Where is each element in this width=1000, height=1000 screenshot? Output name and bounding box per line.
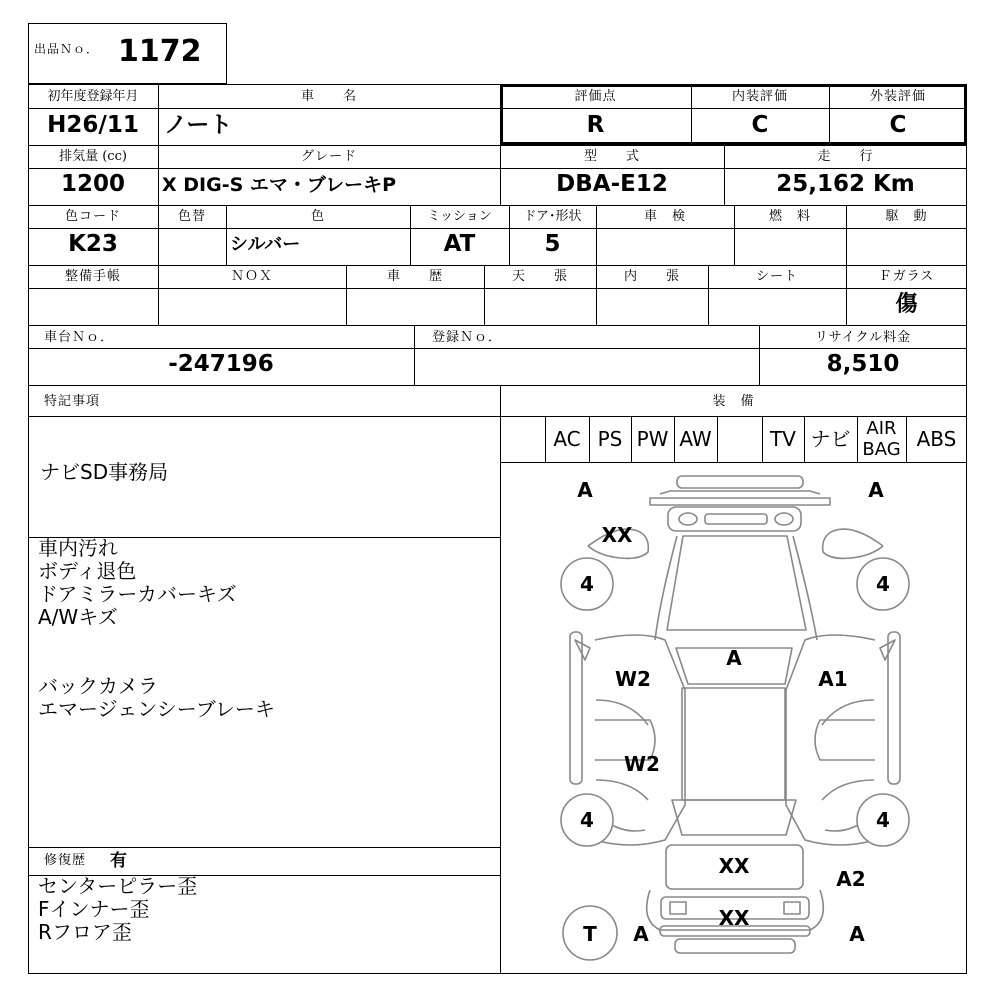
score-label: 評価点 [574,89,617,104]
history-label: 車 歴 [386,269,443,284]
equip-ac: AC [553,427,581,451]
mark-front-right-corner: A [868,478,884,502]
model-label: 型 式 [583,149,640,164]
mark-door-left-front: W2 [615,667,651,691]
color-value: シルバー [230,234,301,255]
mark-tire-fl: 4 [580,572,594,596]
color-code-value: K23 [68,231,118,257]
registration-label: 登録Ｎｏ． [432,330,503,345]
exterior-value: C [889,112,907,138]
equip-ps: PS [597,427,623,451]
grade-label: グレード [300,149,357,164]
model-value: DBA-E12 [556,171,668,197]
mark-tire-fr: 4 [876,572,890,596]
repair-notes: センターピラー歪 Fインナー歪 Rフロア歪 [38,874,198,944]
name-value: ノート [164,112,233,138]
seat-label: シート [755,269,798,284]
mark-door-right-front: A1 [818,667,848,691]
grade-value: X DIG-S エマ・ブレーキP [162,174,397,196]
recycle-value: 8,510 [826,351,900,377]
drive-label: 駆 動 [885,209,928,224]
equip-navi: ナビ [810,427,851,451]
repair-history-label: 修復歴 [44,853,87,868]
mark-door-left-rear: W2 [624,752,660,776]
mark-spare-tire: T [583,922,597,946]
cc-value: 1200 [60,171,125,197]
car-damage-diagram [501,463,966,973]
equip-aw: AW [679,427,712,451]
fglass-label: Ｆガラス [878,269,935,284]
year-label: 初年度登録年月 [47,89,139,104]
inspection-label: 車 検 [643,209,686,224]
door-label: ドア･形状 [523,209,582,224]
mileage-label: 走 行 [817,149,874,164]
mark-rear-right-quarter: A2 [836,867,866,891]
nox-label: ＮＯＸ [230,269,273,284]
year-value: H26/11 [47,112,139,138]
mark-front-left-corner: A [577,478,593,502]
notes-block-2: 車内汚れ ボディ退色 ドアミラーカバーキズ A/Wキズ バックカメラ エマージェンシーブレーキ [38,536,275,721]
interior-lining-label: 内 張 [623,269,680,284]
recycle-label: リサイクル料金 [814,330,912,345]
exterior-label: 外装評価 [869,89,926,104]
roof-lining-label: 天 張 [511,269,568,284]
color-label: 色 [310,209,325,224]
door-value: 5 [544,231,561,257]
chassis-label: 車台Ｎｏ． [44,330,115,345]
interior-value: C [751,112,769,138]
equipment-label: 装 備 [712,394,755,409]
color-code-label: 色コード [64,209,121,224]
equip-abs: ABS [916,427,957,451]
mark-bonnet: XX [601,523,633,547]
mark-rear-bumper: XX [718,906,750,930]
notes-block-1: ナビSD事務局 [40,460,169,484]
mark-rear-right-corner: A [849,922,865,946]
mileage-value: 25,162 Km [776,171,915,197]
mark-trunk: XX [718,854,750,878]
mission-value: AT [443,231,476,257]
manual-label: 整備手帳 [64,269,121,284]
lot-label: 出品Ｎｏ． [34,42,100,56]
interior-label: 内装評価 [731,89,788,104]
name-label: 車 名 [300,89,357,104]
notes-label: 特記事項 [44,394,101,409]
equip-tv: TV [770,427,796,451]
repaint-label: 色替 [177,209,206,224]
score-value: R [586,112,605,138]
mark-tire-rr: 4 [876,808,890,832]
chassis-value: -247196 [168,351,274,377]
equip-pw: PW [636,427,669,451]
fglass-value: 傷 [895,292,918,317]
fuel-label: 燃 料 [768,209,811,224]
equip-airbag: AIR BAG [862,418,901,460]
mission-label: ミッション [427,209,492,224]
repair-history-value: 有 [110,851,127,871]
lot-number: 1172 [118,34,202,69]
tire-circles [561,558,909,960]
mark-rear-left-corner: A [633,922,649,946]
mark-tire-rl: 4 [580,808,594,832]
mark-roof: A [726,646,742,670]
cc-label: 排気量 (cc) [59,149,127,164]
